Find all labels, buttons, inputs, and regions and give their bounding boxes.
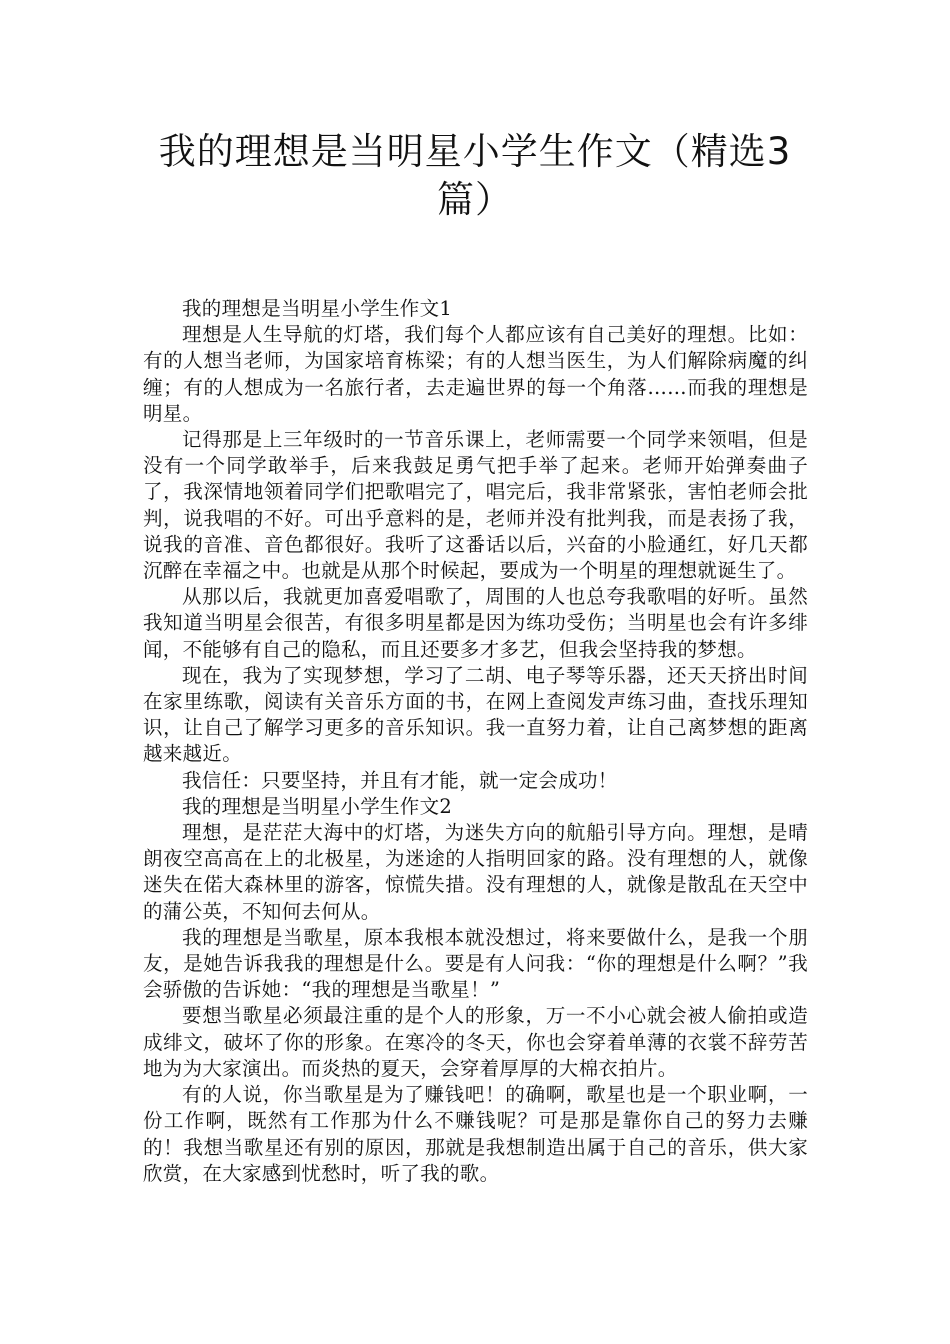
essay-heading-2: 我的理想是当明星小学生作文2 xyxy=(182,794,453,818)
paragraph: 有的人说，你当歌星是为了赚钱吧！的确啊，歌星也是一个职业啊，一份工作啊，既然有工作那为什么不赚钱呢？可是那是靠你自己的努力去赚的！我想当歌星还有别的原因，那就是我想制造出属于自己的音乐，供大家欣赏，在大家感到忧愁时，听了我的歌。 xyxy=(143,1083,808,1185)
document-body xyxy=(143,296,808,1187)
paragraph: 现在，我为了实现梦想，学习了二胡、电子琴等乐器，还天天挤出时间在家里练歌，阅读有关音乐方面的书，在网上查阅发声练习曲，查找乐理知识，让自己了解学习更多的音乐知识。我一直努力着，让自己离梦想的距离越来越近。 xyxy=(143,663,808,766)
paragraph: 记得那是上三年级时的一节音乐课上，老师需要一个同学来领唱，但是没有一个同学敢举手，后来我鼓足勇气把手举了起来。老师开始弹奏曲子了，我深情地领着同学们把歌唱完了，唱完后，我非常紧张，害怕老师会批判，说我唱的不好。可出乎意料的是，老师并没有批判我，而是表扬了我，说我的音准、音色都很好。我听了这番话以后，兴奋的小脸通红，好几天都沉醉在幸福之中。也就是从那个时候起，要成为一个明星的理想就诞生了。 xyxy=(143,428,808,583)
paragraph: 要想当歌星必须最注重的是个人的形象，万一不小心就会被人偷拍或造成绯文，破坏了你的形象。在寒冷的冬天，你也会穿着单薄的衣裳不辞劳苦地为为大家演出。而炎热的夏天，会穿着厚厚的大棉衣拍片。 xyxy=(143,1004,808,1080)
essay-heading-1: 我的理想是当明星小学生作文1 xyxy=(182,297,453,320)
paragraph: 我的理想是当歌星，原本我根本就没想过，将来要做什么，是我一个朋友，是她告诉我我的理想是什么。要是有人问我：“你的理想是什么啊？”我会骄傲的告诉她：“我的理想是当歌星！” xyxy=(143,925,808,1002)
document-title: 我的理想是当明星小学生作文（精选3篇） xyxy=(158,130,792,221)
paragraph: 理想，是茫茫大海中的灯塔，为迷失方向的航船引导方向。理想，是晴朗夜空高高在上的北极星，为迷途的人指明回家的路。没有理想的人，就像迷失在偌大森林里的游客，惊慌失措。没有理想的人，就像是散乱在天空中的蒲公英，不知何去何从。 xyxy=(143,821,808,923)
paragraph: 理想是人生导航的灯塔，我们每个人都应该有自己美好的理想。比如：有的人想当老师，为国家培育栋梁；有的人想当医生，为人们解除病魔的纠缠；有的人想成为一名旅行者，去走遍世界的每一个角落……而我的理想是明星。 xyxy=(143,323,808,425)
paragraph: 从那以后，我就更加喜爱唱歌了，周围的人也总夸我歌唱的好听。虽然我知道当明星会很苦，有很多明星都是因为练功受伤；当明星也会有许多绯闻，不能够有自己的隐私，而且还要多才多艺，但我会坚持我的梦想。 xyxy=(143,585,808,661)
paragraph: 我信任：只要坚持，并且有才能，就一定会成功！ xyxy=(182,768,618,792)
